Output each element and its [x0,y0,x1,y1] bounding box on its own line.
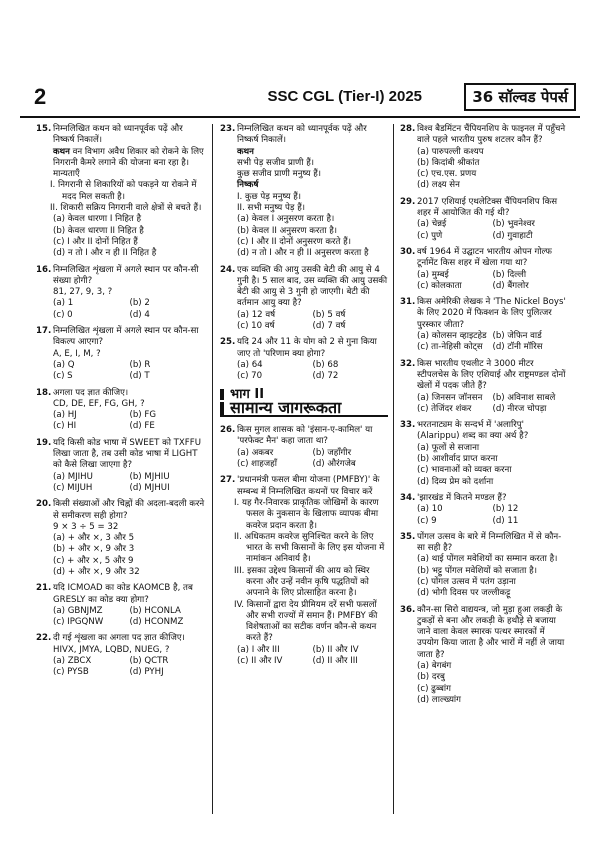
option: (b) QCTR [129,656,169,667]
option: (d) गुवाहाटी [492,230,533,241]
option: (a) थाई पोंगल मवेशियों का सम्मान करता है। [417,554,558,565]
series: HIVX, JMYA, LQBD, NUEG, ? [53,644,170,655]
option: (c) ता-नेहिसी कोट्स [417,342,483,353]
conclusion: I. कुछ पेड़ मनुष्य हैं। [237,191,302,202]
option: (a) पारुपल्ली कश्यप [417,146,484,157]
question-number: 16. [36,264,52,275]
question-text: दी गई शृंखला का अगला पद ज्ञात कीजिए। [53,633,185,644]
option: (d) 4 [129,309,150,320]
series: CD, DE, EF, FG, GH, ? [53,398,145,409]
option: (b) केवल धारणा II निहित है [53,225,144,236]
question-text: वर्ष 1964 में उद्घाटन भारतीय ओपन गोल्फ टूर्नामेंट किस शहर में खेला गया था? [417,246,552,269]
option: (a) ZBCX [53,656,92,667]
option: (b) भुवनेश्वर [492,219,535,230]
statement-label: कथन [237,146,254,157]
option: (a) बेगबंग [417,661,452,672]
option: (a) 10 [417,504,443,515]
option: (a) MJIHU [53,471,93,482]
option: (c) 9 [417,515,437,526]
question-text: पोंगल उत्सव के बारे में निम्नलिखित में से कौन-सा सही है? [417,531,562,554]
question-21 [36,583,206,628]
assumption: I. निगरानी से शिकारियों को पकड़ने या रोकने में मदद मिल सकती है। [50,180,197,202]
option: (b) 5 वर्ष [312,309,346,320]
option: (a) चेन्नई [417,219,447,230]
question-number: 31. [400,297,416,308]
question-number: 26. [220,425,236,436]
question-number: 29. [400,196,416,207]
question-26 [220,425,388,470]
question-27 [220,475,388,667]
question-18 [36,388,206,433]
question-number: 34. [400,492,416,503]
statement: II. अधिकतम कवरेज सुनिश्चित करने के लिए भारत के सभी किसानों के लिए इस योजना में नामांकन अनिवार्य है। [234,531,385,565]
question-28 [400,124,568,192]
option: (c) एच.एस. प्रणय [417,169,477,180]
option: (a) GBNJMZ [53,605,103,616]
option: (b) दरबु [417,672,445,683]
option: (a) कोलसन व्हाइटहेड [417,331,487,342]
option: (a) HJ [53,410,77,421]
question-23 [220,124,388,260]
option: (a) अकबर [237,447,274,458]
option: (b) अविनाश साबले [492,392,556,403]
option: (d) + और ×, 9 और 32 [53,566,140,577]
statement-label: कथन [53,146,70,157]
question-number: 20. [36,499,52,510]
option: (d) औरंगजेब [312,459,356,470]
option: (b) केवल II अनुसरण करता है। [237,225,338,236]
series: A, E, I, M, ? [53,348,101,359]
option: (c) I और II दोनों अनुसरण करते हैं। [237,236,351,247]
question-number: 36. [400,604,416,615]
option: (d) दिव्य प्रेम को दर्शाना [417,476,494,487]
option: (c) पुणे [417,230,443,241]
series: 81, 27, 9, 3, ? [53,287,113,298]
option: (a) Q [53,359,75,370]
question-text: निम्नलिखित शृंखला में अगले स्थान पर कौन-सी संख्या होगी? [53,264,199,286]
page-header [20,82,580,118]
option: (b) FG [129,410,156,421]
option: (c) शाहजहाँ [237,459,277,470]
question-33 [400,420,568,488]
question-number: 15. [36,124,52,134]
section-heading [220,386,388,418]
option: (c) + और ×, 5 और 9 [53,555,134,566]
question-text: किस अमेरिकी लेखक ने 'The Nickel Boys' के लिए 2020 में फिक्शन के लिए पुलित्जर पुरस्कार जीता? [417,297,566,330]
option: (d) T [129,371,150,382]
question-number: 17. [36,326,52,337]
option: (d) लाल्ख्यांग [417,694,461,705]
question-text: 2017 एशियाई एथलेटिक्स चैंपियनशिप किस शहर में आयोजित की गई थी? [417,196,558,219]
option: (c) II और IV [237,656,283,667]
option: (c) 70 [237,371,263,382]
option: (c) MIJUH [53,482,93,493]
question-text: कौन-सा सिरो वाद्ययन्त्र, जो मुड़ा हुआ लकड़ी के टुकड़ों से बना और लकड़ी के हथौड़े से बजाया जाने वाला केवल स्मारक पत्थर स्मारकों में उपयोग किया जाता है और भारों में नहीं ले जाया जाता है? [417,604,565,660]
option: (c) 10 वर्ष [237,321,275,332]
page-number: 2 [34,84,47,109]
statement: वन विभाग अवैध शिकार को रोकने के लिए निगरानी कैमरे लगाने की योजना बना रहा है। मान्यताएँ [53,146,204,180]
option: (d) 72 [312,371,339,382]
option: (a) मुम्बई [417,269,449,280]
option: (a) 12 वर्ष [237,309,276,320]
assumption: II. शिकारी सक्रिय निगरानी वाले क्षेत्रों से बचते हैं। [50,203,202,214]
option: (a) I और III [237,644,280,655]
option: (b) किदांबी श्रीकांत [417,157,480,168]
section-title: सामान्य जागरूकता [220,402,388,417]
option: (c) HI [53,421,77,432]
question-text: यदि किसी कोड भाषा में SWEET को TXFFU लिखा जाता है, तब उसी कोड भाषा में LIGHT को कैसे लिखा जाएगा है? [53,437,201,471]
question-29 [400,197,568,242]
question-text: विश्व बैडमिंटन चैंपियनशिप के फाइनल में पहुँचने वाले पहले भारतीय पुरुष शटलर कौन हैं? [417,124,566,146]
question-text: किसी संख्याओं और चिह्नों की अदला-बदली करने से समीकरण सही होगा? [53,499,205,521]
question-number: 28. [400,124,416,134]
question-number: 35. [400,531,416,542]
option: (b) दिल्ली [492,269,527,280]
question-number: 23. [220,124,236,134]
question-20 [36,499,206,578]
question-text: 'झारखंड में कितने मण्डल हैं? [417,492,507,503]
option: (b) 68 [312,359,339,370]
question-number: 21. [36,583,52,594]
option: (a) 64 [237,359,263,370]
question-17 [36,326,206,382]
conclusion-label: निष्कर्ष [237,180,259,191]
question-text: किस भारतीय एथलीट ने 3000 मीटर स्टीपलचेस के लिए एशियाई और राष्ट्रमण्डल दोनों खेलों में पदक जीते हैं? [417,358,566,392]
option: (c) भावनाओं को व्यक्त करना [417,465,512,476]
equation: 9 × 3 ÷ 5 = 32 [53,521,119,532]
option: (c) 0 [53,309,73,320]
question-text: यदि ICMOAD का कोड KAOMCB है, तब GRESLY का कोड क्या होगा? [53,583,193,605]
question-25 [220,337,388,382]
option: (b) R [129,359,151,370]
question-30 [400,247,568,292]
option: (c) ढुब्बांग [417,683,451,694]
exam-title: SSC CGL (Tier-I) 2025 [267,88,422,105]
question-text: भरतनाट्यम के सन्दर्भ में 'अलारिपु' (Alarippu) शब्द का क्या अर्थ है? [417,420,529,442]
column-1 [36,124,206,684]
question-number: 30. [400,246,416,257]
section-part: भाग II [220,389,388,400]
question-35 [400,532,568,600]
option: (d) II और III [312,656,358,667]
statement: IV. किसानों द्वारा देय प्रीमियम दरें सभी फसलों और सभी राज्यों में समान हैं। PMFBY की विशेषताओं का सटीक वर्णन कौन-से कथन करते हैं? [234,599,378,644]
option: (d) PYHJ [129,667,164,678]
option: (b) जेफिन वार्ड [492,331,542,342]
question-number: 27. [220,475,236,486]
question-text: निम्नलिखित शृंखला में अगले स्थान पर कौन-सा विकल्प आएगा? [53,326,199,348]
question-text: 'प्रधानमंत्री फसल बीमा योजना (PMFBY)' के सम्बन्ध में निम्नलिखित कथनों पर विचार करें [237,475,380,497]
statement: सभी पेड़ सजीव प्राणी हैं। [237,157,315,168]
option: (b) जहाँगीर [312,447,352,458]
question-number: 19. [36,437,52,448]
option: (d) 11 [492,515,519,526]
option: (d) लक्ष्य सेन [417,180,460,191]
question-text: अगला पद ज्ञात कीजिए। [53,387,129,398]
option: (a) केवल धारणा I निहित है [53,214,142,225]
question-16 [36,265,206,321]
option: (d) MJHUI [129,482,170,493]
question-text: किस मुगल शासक को 'इंसान-ए-कामिल' या 'परफेक्ट मैन' कहा जाता था? [237,425,373,447]
question-number: 18. [36,387,52,398]
option: (a) 1 [53,298,74,309]
question-number: 32. [400,358,416,369]
option: (b) 12 [492,504,519,515]
question-31 [400,297,568,353]
option: (b) + और ×, 9 और 3 [53,544,135,555]
option: (b) आशीर्वाद प्राप्त करना [417,454,498,465]
column-divider [393,124,394,814]
option: (c) कोलकाता [417,280,462,291]
question-22 [36,633,206,678]
question-24 [220,265,388,333]
question-number: 24. [220,264,236,275]
option: (a) फूलों से सजाना [417,442,480,453]
option: (d) HCONMZ [129,617,184,628]
option: (c) S [53,371,73,382]
option: (d) न तो I और न ही II निहित है [53,248,157,259]
question-number: 25. [220,337,236,348]
question-36 [400,605,568,707]
column-2 [220,124,388,672]
option: (d) टॉनी मॉरिस [492,342,543,353]
column-3 [400,124,568,711]
conclusion: II. सभी मनुष्य पेड़ हैं। [237,203,306,214]
option: (d) नीरज चोपड़ा [492,403,547,414]
option: (c) I और II दोनों निहित हैं [53,236,138,247]
option: (d) 7 वर्ष [312,321,346,332]
option: (d) FE [129,421,155,432]
column-divider [212,124,213,814]
option: (b) HCONLA [129,605,181,616]
option: (c) PYSB [53,667,89,678]
book-title: 36 सॉल्वड पेपर्स [464,83,576,111]
question-number: 22. [36,633,52,644]
option: (c) IPGQNW [53,617,104,628]
question-34 [400,493,568,527]
option: (b) भट्टु पोंगल मवेशियों को सजाता है। [417,565,537,576]
option: (a) जिनसन जॉनसन [417,392,483,403]
option: (b) MJHIU [129,471,170,482]
option: (a) + और ×, 3 और 5 [53,533,135,544]
question-text: यदि 24 और 11 के योग को 2 से गुना किया जाए तो 'परिणाम क्या होगा? [237,337,377,359]
question-32 [400,359,568,415]
statement: कुछ सजीव प्राणी मनुष्य हैं। [237,169,322,180]
option: (c) तेजिंदर शंकर [417,403,472,414]
statement: I. यह गैर-निवारक प्राकृतिक जोखिमों के कारण फसल के नुकसान के खिलाफ व्यापक बीमा कवरेज प्रदान करता है। [234,497,379,531]
question-text: एक व्यक्ति की आयु उसकी बेटी की आयु से 4 गुनी है। 5 साल बाद, उस व्यक्ति की आयु उसकी बेटी की आयु से 3 गुनी हो जाएगी। बेटी की वर्तमान आयु क्या है? [237,264,388,309]
option: (d) भोगी दिवस पर जल्लीकट्टू [417,588,511,599]
option: (a) केवल I अनुसरण करता है। [237,214,335,225]
question-15 [36,124,206,260]
option: (b) 2 [129,298,150,309]
option: (c) पोंगल उत्सव में पतंग उड़ाना [417,576,516,587]
option: (d) न तो I और न ही II अनुसरण करता है [237,248,369,259]
question-text: निम्नलिखित कथन को ध्यानपूर्वक पढ़ें और निष्कर्ष निकालें। [53,124,183,146]
question-19 [36,438,206,494]
option: (d) बैंगलोर [492,280,529,291]
question-text: निम्नलिखित कथन को ध्यानपूर्वक पढ़ें और निष्कर्ष निकालें। [237,124,367,146]
question-number: 33. [400,420,416,431]
option: (b) II और IV [312,644,359,655]
statement: III. इसका उद्देश्य किसानों की आय को स्थिर करना और उन्हें नवीन कृषि पद्धतियों को अपनाने के लिए प्रोत्साहित करना है। [234,565,370,599]
